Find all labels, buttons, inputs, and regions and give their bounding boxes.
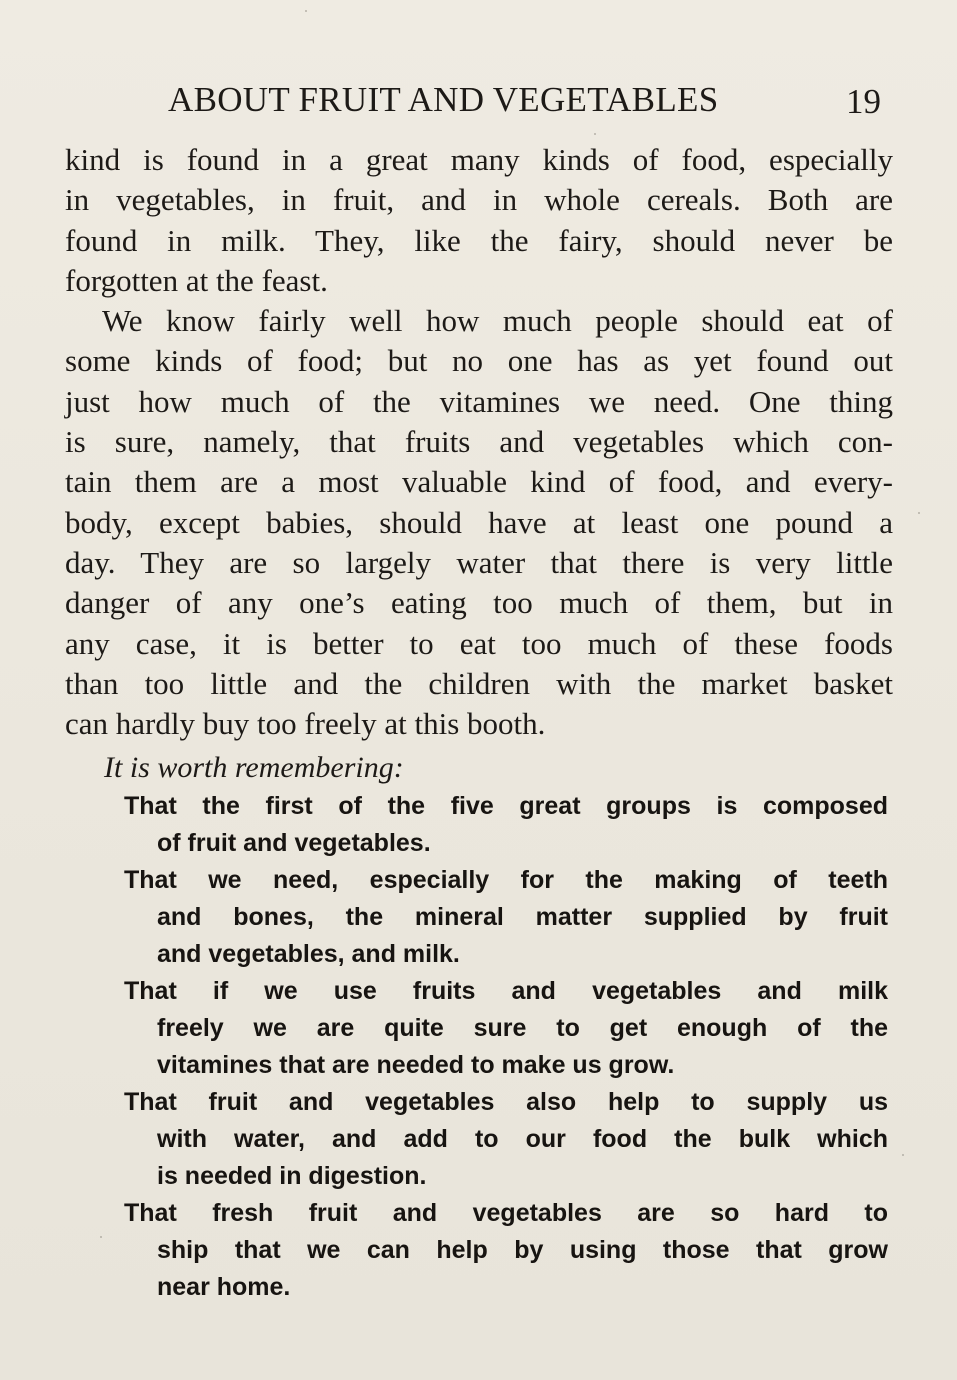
remembering-list — [124, 788, 888, 1306]
page-number: 19 — [846, 82, 881, 121]
list-line: ship that we can help by using those that grow — [157, 1236, 888, 1264]
list-line: and vegetables, and milk. — [157, 940, 460, 968]
body-line: is sure, namely, that fruits and vegetables which con- — [65, 424, 893, 460]
paper-speck — [902, 1154, 904, 1156]
body-line: body, except babies, should have at least one pound a — [65, 504, 893, 540]
list-line: That the first of the five great groups is composed — [124, 792, 888, 820]
body-line: kind is found in a great many kinds of food, especially — [65, 142, 893, 177]
list-item — [124, 862, 888, 973]
list-line: That fresh fruit and vegetables are so hard to — [124, 1199, 888, 1227]
list-line: freely we are quite sure to get enough of the — [157, 1014, 888, 1042]
list-item — [124, 973, 888, 1084]
page-header — [0, 72, 957, 132]
list-line: is needed in digestion. — [157, 1162, 427, 1190]
list-line: That fruit and vegetables also help to supply us — [124, 1088, 888, 1116]
paper-speck — [305, 10, 307, 12]
body-line: forgotten at the feast. — [65, 262, 328, 298]
list-item — [124, 1195, 888, 1306]
body-line: some kinds of food; but no one has as yet found out — [65, 343, 893, 379]
body-line: day. They are so largely water that there is very little — [65, 544, 893, 580]
body-line: just how much of the vitamines we need. One thing — [65, 383, 893, 419]
body-line: found in milk. They, like the fairy, should never be — [65, 222, 893, 258]
list-line: near home. — [157, 1273, 291, 1301]
body-text — [65, 140, 893, 744]
body-line: can hardly buy too freely at this booth. — [65, 706, 546, 742]
body-line: tain them are a most valuable kind of food, and every- — [65, 464, 893, 500]
list-line: vitamines that are needed to make us grow. — [157, 1051, 675, 1079]
body-line: in vegetables, in fruit, and in whole cereals. Both are — [65, 182, 893, 218]
list-line: That if we use fruits and vegetables and milk — [124, 977, 888, 1005]
body-line: than too little and the children with the market basket — [65, 665, 893, 701]
list-line: That we need, especially for the making of teeth — [124, 866, 888, 894]
body-line: We know fairly well how much people should eat of — [102, 303, 893, 339]
paper-speck — [918, 512, 920, 514]
body-line: any case, it is better to eat too much of these foods — [65, 625, 893, 661]
paper-speck — [100, 1236, 102, 1238]
paper-speck — [594, 133, 596, 135]
list-line: and bones, the mineral matter supplied by fruit — [157, 903, 888, 931]
running-head: ABOUT FRUIT AND VEGETABLES — [168, 80, 719, 119]
list-line: with water, and add to our food the bulk which — [157, 1125, 888, 1153]
list-line: of fruit and vegetables. — [157, 829, 431, 857]
body-line: danger of any one’s eating too much of them, but in — [65, 585, 893, 621]
list-intro: It is worth remembering: — [104, 751, 404, 784]
list-item — [124, 1084, 888, 1195]
list-item — [124, 788, 888, 862]
